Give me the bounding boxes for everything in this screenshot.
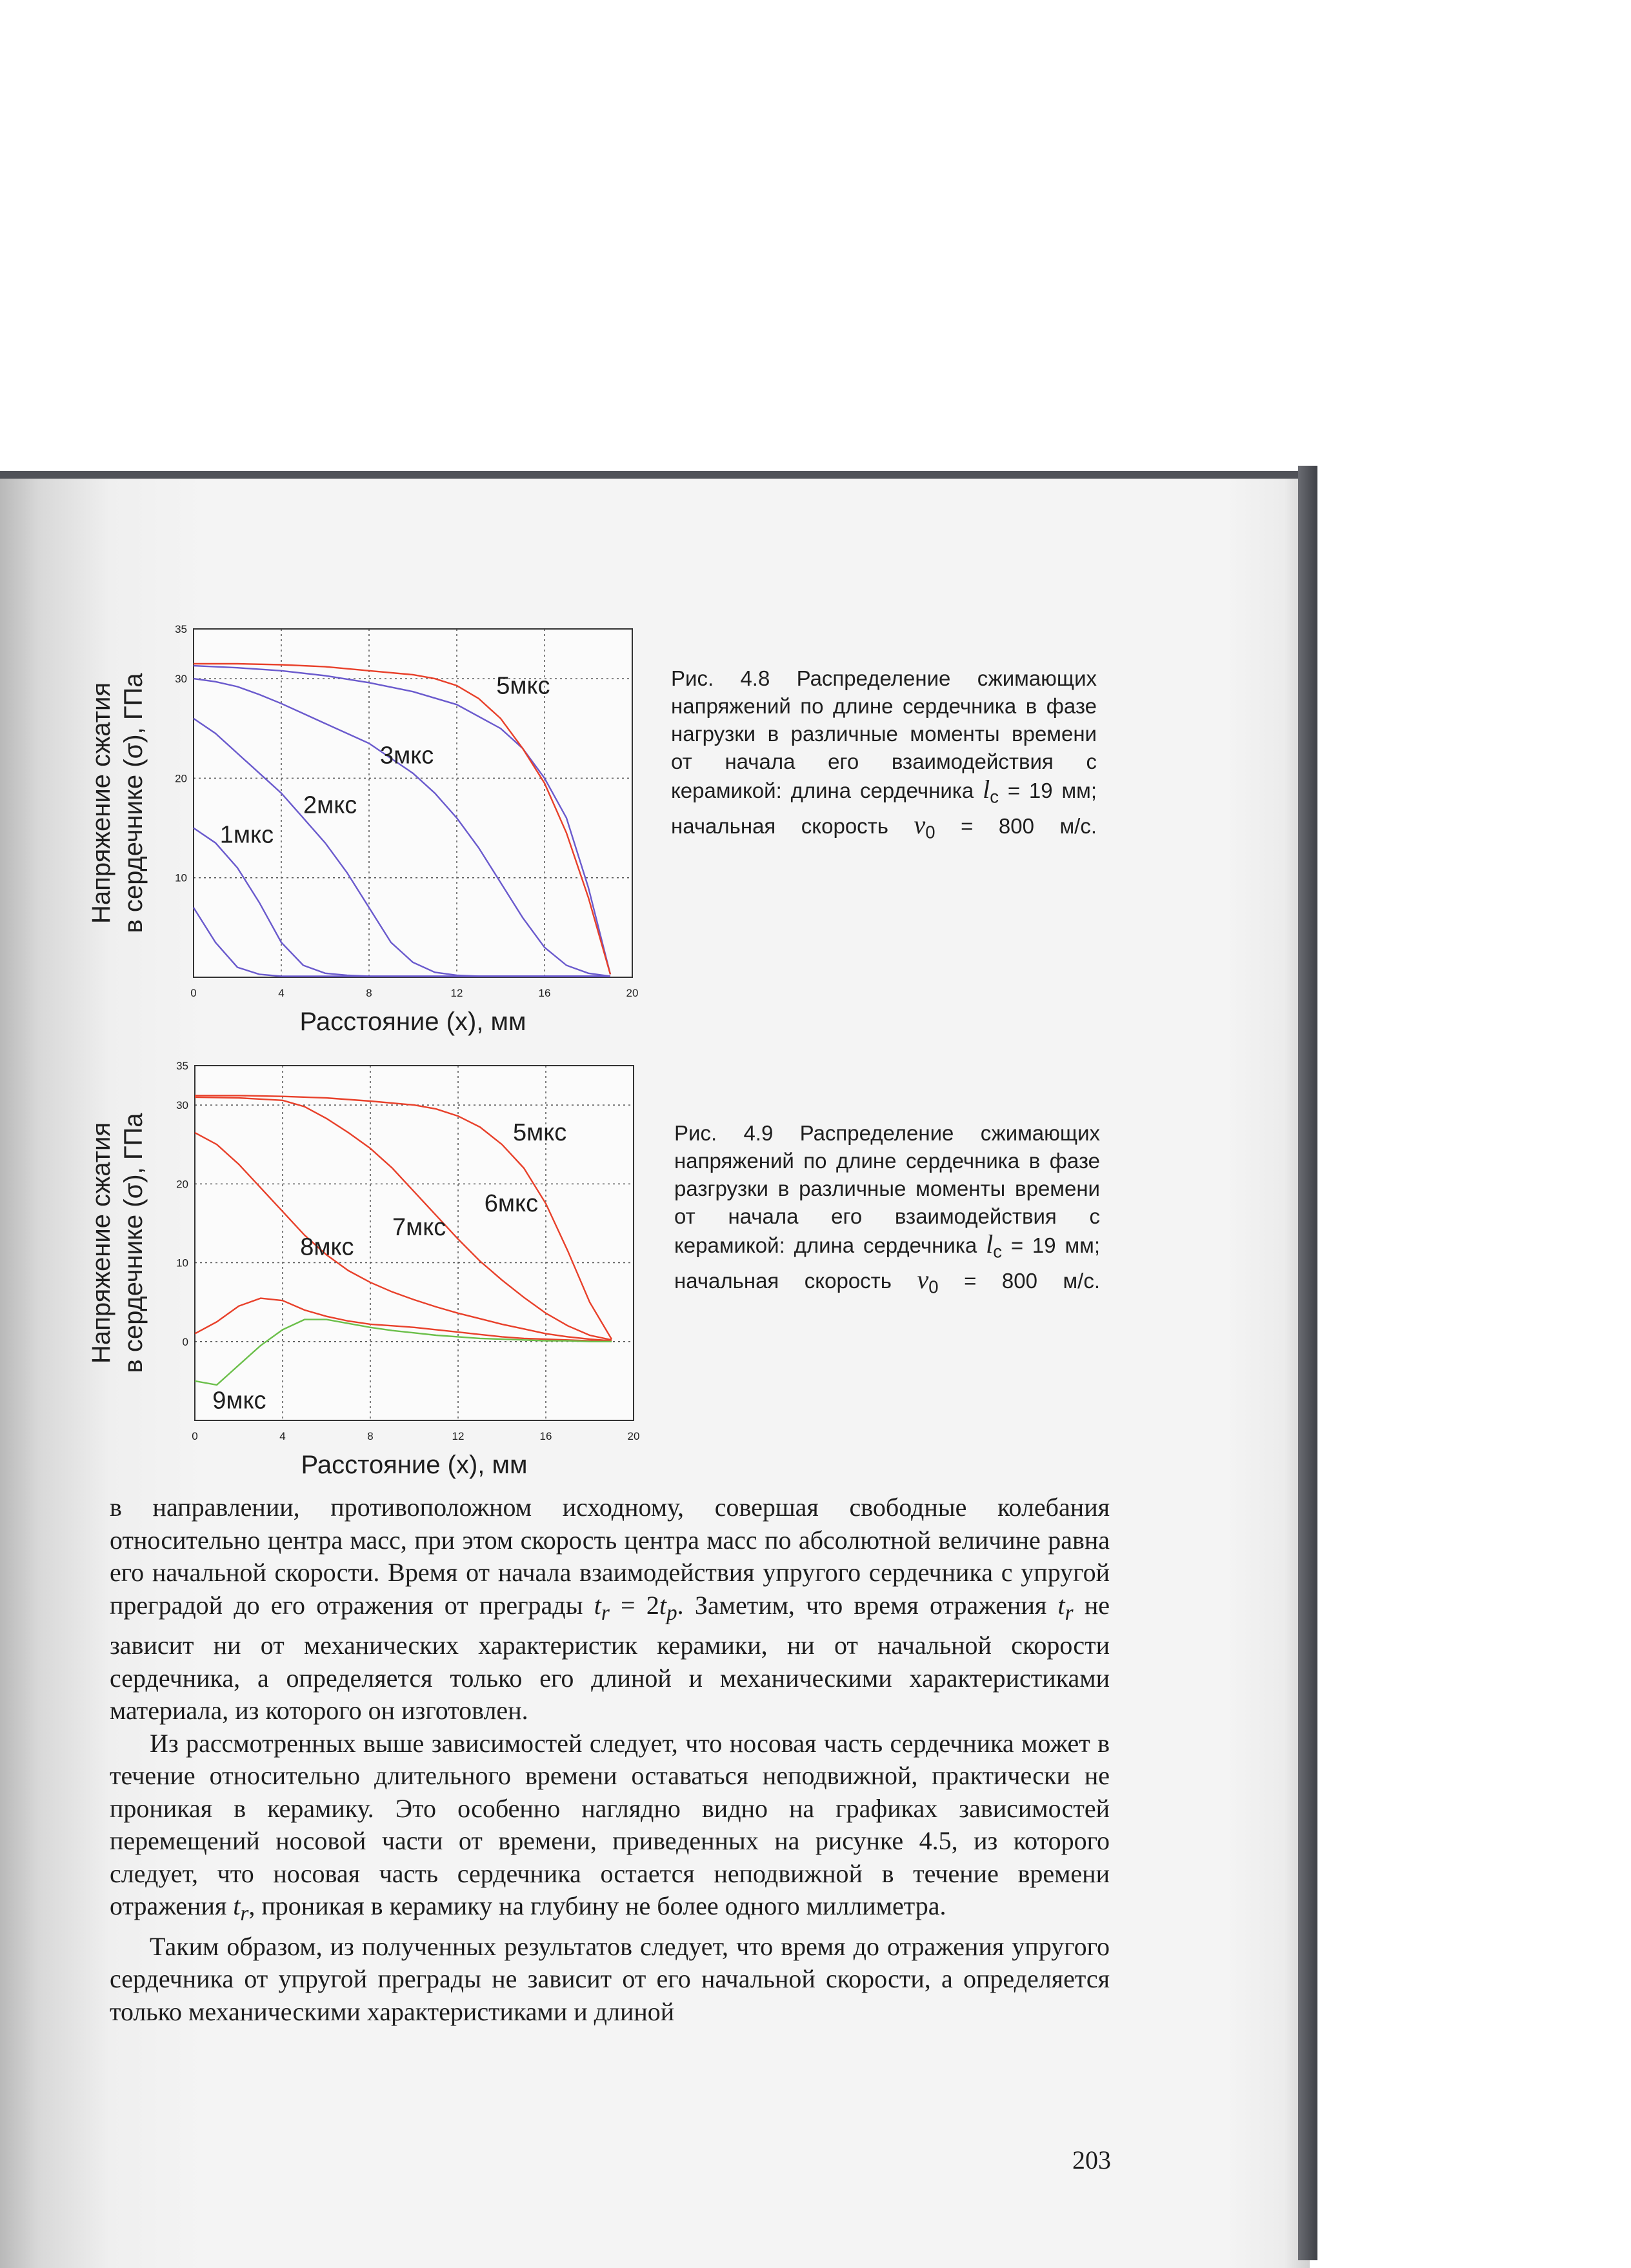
plot-area — [195, 1066, 634, 1420]
lc-subscript: c — [990, 786, 999, 807]
curve-label: 7мкс — [392, 1213, 446, 1241]
curve-label: 6мкс — [484, 1190, 539, 1218]
y-tick-label: 10 — [176, 1257, 188, 1269]
curve-label: 9мкс — [212, 1387, 266, 1415]
symbol-t: t — [1057, 1590, 1065, 1620]
v-symbol: v — [914, 810, 926, 839]
plot-area — [194, 629, 632, 977]
x-axis-label: Расстояние (x), мм — [299, 1008, 526, 1036]
paragraph-3 — [110, 1931, 1110, 2029]
v-subscript: 0 — [928, 1277, 939, 1297]
paragraph-1 — [110, 1491, 1110, 1727]
book-edge — [1298, 466, 1317, 2260]
x-tick-label: 12 — [452, 1430, 465, 1442]
curve-label: 5мкс — [513, 1119, 567, 1147]
figure-4-8-caption — [671, 664, 1097, 846]
symbol-t: t — [233, 1891, 241, 1920]
y-tick-label: 30 — [175, 673, 187, 686]
x-tick-label: 20 — [627, 1430, 640, 1442]
caption-text: Рис. 4.8 Распределение сжимающих напряжений по длине сердечника в фазе нагрузки в различные моменты времени от начала его взаимодействия с керамикой: длина сердечника — [671, 666, 1097, 802]
paragraph-2-end: , проникая в керамику на глубину не более одного миллиметра. — [248, 1891, 946, 1920]
v-subscript: 0 — [925, 822, 936, 842]
x-tick-label: 4 — [279, 1430, 286, 1442]
y-tick-label: 35 — [176, 1060, 188, 1072]
x-tick-label: 16 — [538, 987, 551, 999]
subscript-r: r — [1065, 1600, 1074, 1625]
caption-text: Рис. 4.9 Распределение сжимающих напряжений по длине сердечника в фазе разгрузки в различные моменты времени от начала его взаимодействия с керамикой: длина сердечника — [674, 1121, 1100, 1257]
y-tick-label: 20 — [176, 1178, 188, 1191]
caption-v-value: = 800 м/с. — [938, 1268, 1100, 1293]
paragraph-1-text: в направлении, противоположном исходному, совершая свободные колебания относительно центра масс, при этом скорость центра масс по абсолютной величине равна его начальной скорости. Время от начала взаимодействия упругого сердечника с упругой преградой до его отражения от преграды — [110, 1493, 1110, 1620]
y-axis-label-line1: Напряжение сжатия — [87, 1122, 115, 1364]
x-axis-label: Расстояние (x), мм — [301, 1451, 528, 1479]
curve-label: 5мкс — [496, 672, 550, 700]
lc-symbol: l — [986, 1229, 994, 1258]
curve-label: 2мкс — [303, 791, 357, 819]
page-number: 203 — [1072, 2145, 1111, 2174]
x-tick-label: 16 — [539, 1430, 552, 1442]
paragraph-1-end: не зависит ни от механических характеристик керамики, ни от начальной скорости сердечника, а определяется только его длиной и механическими характеристиками материала, из которого он изготовлен. — [110, 1590, 1110, 1725]
paragraph-1-mid: . Заметим, что время отражения — [677, 1590, 1058, 1620]
paragraph-3-text: Таким образом, из полученных результатов следует, что время до отражения упругого сердечника от упругой преграды не зависит от его начальной скорости, а определяется только механическими характеристиками и длиной — [110, 1931, 1110, 2026]
lc-symbol: l — [983, 775, 990, 804]
x-tick-label: 8 — [367, 1430, 374, 1442]
symbol-t: t — [659, 1590, 666, 1620]
x-tick-label: 0 — [190, 987, 197, 999]
y-axis-label-line1: Напряжение сжатия — [87, 682, 115, 924]
x-tick-label: 4 — [278, 987, 285, 999]
caption-lc-value: = 19 мм; начальная скорость — [674, 1233, 1101, 1293]
y-tick-label: 0 — [182, 1335, 188, 1348]
x-tick-label: 20 — [626, 987, 639, 999]
y-tick-label: 30 — [176, 1099, 188, 1112]
figure-4-9-caption — [674, 1119, 1100, 1300]
equation-part: = 2 — [609, 1590, 659, 1620]
v-symbol: v — [917, 1264, 929, 1294]
lc-subscript: c — [993, 1241, 1002, 1262]
y-tick-label: 20 — [175, 772, 187, 785]
x-tick-label: 0 — [192, 1430, 198, 1442]
subscript-p: p — [666, 1600, 677, 1625]
caption-lc-value: = 19 мм; начальная скорость — [671, 779, 1097, 838]
x-tick-label: 8 — [366, 987, 372, 999]
subscript-r: r — [601, 1600, 610, 1625]
subscript-r: r — [240, 1902, 249, 1925]
paragraph-2-text: Из рассмотренных выше зависимостей следует, что носовая часть сердечника может в течение относительно длительного времени оставаться неподвижной, практически не проникая в керамику. Это особенно наглядно видно на графиках зависимостей перемещений носовой части от времени, приведенных на рисунке 4.5, из которого следует, что носовая часть сердечника остается неподвижной в течение времени отражения — [110, 1728, 1110, 1920]
curve-label: 8мкс — [300, 1233, 354, 1261]
x-tick-label: 12 — [450, 987, 463, 999]
curve-label: 1мкс — [219, 821, 274, 849]
y-tick-label: 10 — [175, 871, 187, 884]
figure-4-8-chart — [87, 613, 671, 1051]
symbol-t: t — [594, 1590, 601, 1620]
caption-v-value: = 800 м/с. — [935, 813, 1097, 838]
y-axis-label-line2: в сердечнике (σ), ГПа — [119, 673, 148, 933]
y-tick-label: 35 — [175, 623, 187, 635]
curve-label: 3мкс — [380, 742, 434, 770]
figure-4-9-chart — [87, 1051, 671, 1490]
paragraph-2 — [110, 1727, 1110, 1931]
body-text — [110, 1491, 1110, 2028]
y-axis-label-line2: в сердечнике (σ), ГПа — [119, 1113, 148, 1373]
